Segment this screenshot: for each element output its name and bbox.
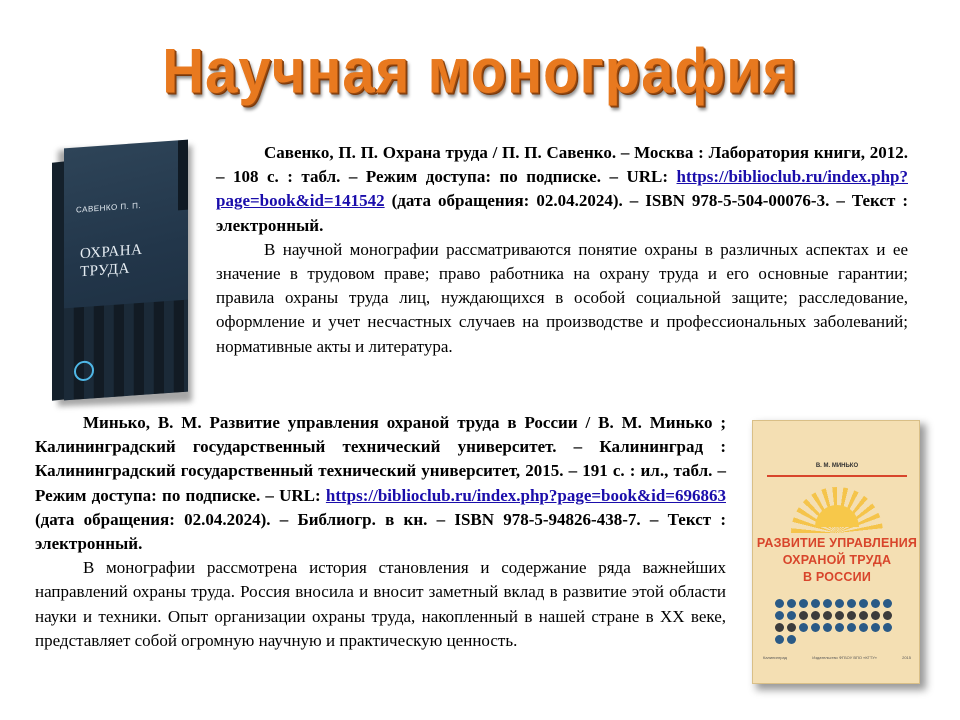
safety-sign-icon xyxy=(847,611,856,620)
safety-sign-icon xyxy=(799,611,808,620)
safety-sign-icon xyxy=(883,623,892,632)
safety-sign-icon xyxy=(775,623,784,632)
citation xyxy=(35,411,726,556)
safety-sign-icon xyxy=(823,623,832,632)
cover-title-line: ОХРАНОЙ ТРУДА xyxy=(782,553,892,567)
cover-title-line: ОХРАНА xyxy=(80,241,143,263)
safety-sign-icon xyxy=(871,599,880,608)
cover-footer-publisher: Издательство ФГБОУ ВПО «КГТУ» xyxy=(812,655,877,660)
cover-author: САВЕНКО П. П. xyxy=(76,200,142,215)
book-cover-savenko xyxy=(52,140,190,402)
safety-sign-icon xyxy=(835,599,844,608)
safety-sign-icon xyxy=(775,635,784,644)
safety-sign-icon xyxy=(811,599,820,608)
safety-sign-icon xyxy=(787,635,796,644)
safety-sign-icon xyxy=(835,623,844,632)
annotation: В научной монографии рассматриваются понятие охраны в различных аспектах и ее значение в трудовом праве; право работника на охрану труда и его основные гарантии; правила охраны труда лиц, нуждающихся в особой социальной защите; расследование, оформление и учет несчастных случаев на производстве и профессиональных заболеваний; нормативные акты и литература. xyxy=(216,239,908,356)
cover-title xyxy=(80,241,142,281)
citation xyxy=(216,141,908,238)
safety-sign-icon xyxy=(883,611,892,620)
safety-sign-icon xyxy=(883,599,892,608)
safety-sign-icon xyxy=(787,611,796,620)
safety-sign-icon xyxy=(787,623,796,632)
cover-footer-year: 2015 xyxy=(902,655,911,660)
citation-text: (дата обращения: 02.04.2024). – ISBN 978-5-504-00076-3. – Текст : электронный. xyxy=(216,191,908,235)
safety-sign-icon xyxy=(847,599,856,608)
cover-title-line: В РОССИИ xyxy=(802,570,872,584)
safety-sign-icon xyxy=(859,599,868,608)
citation-text: Савенко, П. П. Охрана труда / П. П. Савенко. – Москва : Лаборатория книги, 2012. – 108 с. : табл. – Режим доступа: по подписке. – URL: xyxy=(216,143,908,187)
annotation: В монографии рассмотрена история становления и содержание ряда важнейших направлений охраны труда. Россия вносила и вносит заметный вклад в развитие этой области науки и техники. Опыт организации охраны труда, накопленный в нашей стране в XX веке, представляет собой огромную научную и практическую ценность. xyxy=(35,558,726,650)
citation-text: Минько, В. М. Развитие управления охраной труда в России / В. М. Минько ; Калининградский государственный технический университет. – Калининград : Калининградский государственный технический университет, 2015. – 191 с. : ил., табл. – Режим доступа: по подписке. – URL: xyxy=(35,413,726,505)
book-front-cover xyxy=(64,140,188,401)
cover-author: В. М. МИНЬКО xyxy=(815,463,859,469)
cover-pattern xyxy=(64,300,188,401)
slide-title: Научная монография xyxy=(0,35,960,107)
safety-sign-icon xyxy=(823,599,832,608)
cover-title-line: РАЗВИТИЕ УПРАВЛЕНИЯ xyxy=(756,536,918,550)
safety-sign-icon xyxy=(787,599,796,608)
cover-footer-city: Калининград xyxy=(763,655,788,660)
book-front-cover xyxy=(752,420,920,684)
safety-sign-icon xyxy=(871,623,880,632)
safety-sign-icon xyxy=(799,599,808,608)
safety-sign-icon xyxy=(823,611,832,620)
cover-title xyxy=(753,535,920,586)
safety-sign-icon xyxy=(859,623,868,632)
safety-sign-icon xyxy=(835,611,844,620)
book-link[interactable]: https://biblioclub.ru/index.php?page=book&id=141542 xyxy=(216,167,908,211)
citation-text: (дата обращения: 02.04.2024). – Библиогр. в кн. – ISBN 978-5-94826-438-7. – Текст : электронный. xyxy=(35,509,726,554)
cover-divider xyxy=(767,475,907,477)
cover-decoration xyxy=(178,140,188,211)
entry-savenko xyxy=(216,141,908,359)
cover-footer xyxy=(763,655,911,660)
cover-title-line: ТРУДА xyxy=(80,260,130,281)
entry-minko xyxy=(35,411,726,653)
safety-sign-icon xyxy=(847,623,856,632)
safety-sign-icon xyxy=(775,611,784,620)
safety-sign-icon xyxy=(811,623,820,632)
safety-sign-icon xyxy=(859,611,868,620)
safety-sign-icon xyxy=(871,611,880,620)
safety-sign-icon xyxy=(775,599,784,608)
book-link[interactable]: https://biblioclub.ru/index.php?page=book&id=696863 xyxy=(325,485,726,505)
book-cover-minko xyxy=(752,420,922,686)
safety-icons-grid xyxy=(775,599,899,644)
safety-sign-icon xyxy=(799,623,808,632)
safety-sign-icon xyxy=(811,611,820,620)
